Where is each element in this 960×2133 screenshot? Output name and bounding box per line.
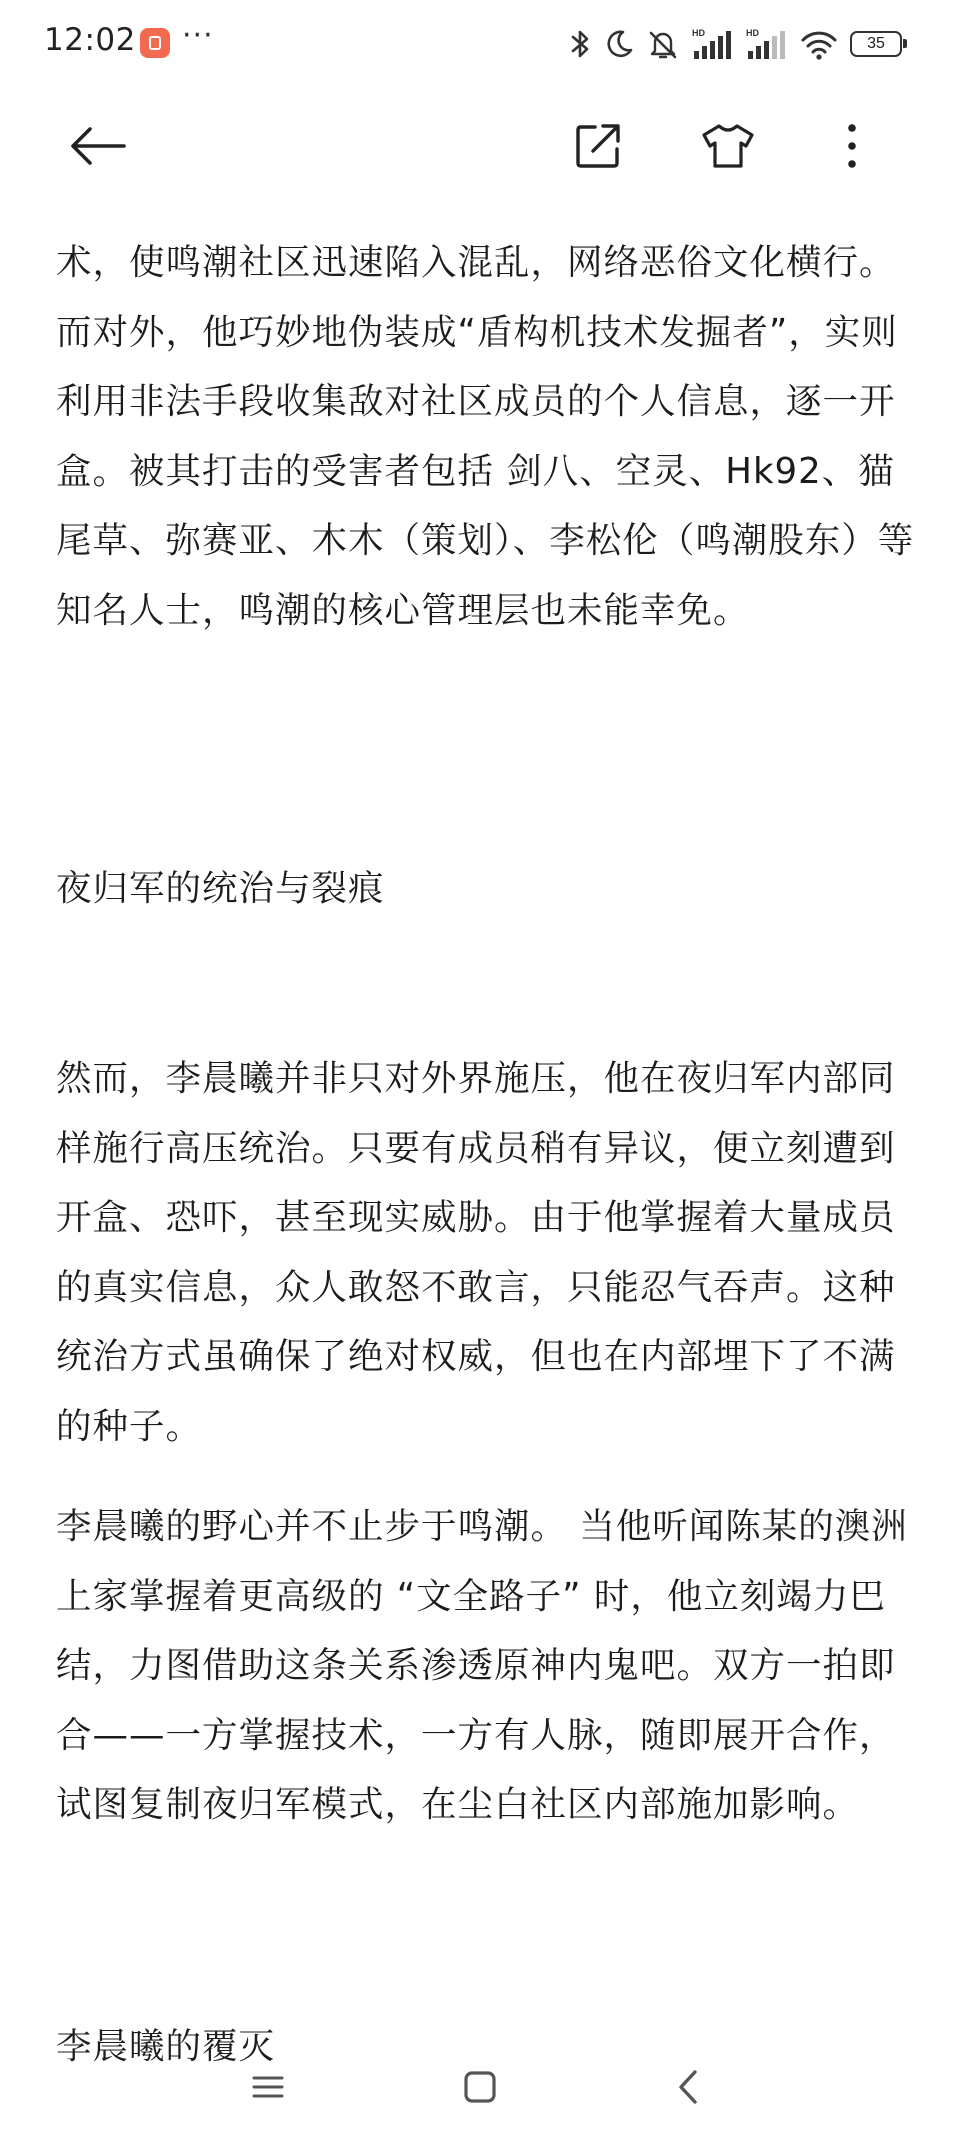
more-options-button[interactable] [812,106,892,186]
app-notification-icon [140,28,170,58]
hd-signal-icon [746,27,788,61]
recent-apps-button[interactable] [208,2040,328,2133]
system-back-button[interactable] [628,2040,748,2133]
theme-shirt-icon [701,122,755,170]
section-heading: 夜归军的统治与裂痕 [56,868,385,909]
more-icon [846,122,858,170]
do-not-disturb-moon-icon [604,28,634,60]
bluetooth-icon [570,28,592,60]
article-paragraph: 术，使鸣潮社区迅速陷入混乱，网络恶俗文化横行。而对外，他巧妙地伪装成“盾构机技术发掘者”，实则利用非法手段收集敌对社区成员的个人信息，逐一开盒。被其打击的受害者包括 剑八、空灵、Hk92、猫尾草、弥赛亚、木木（策划）、李松伦（鸣潮股东）等知名人士，鸣潮的核心管理层也未能幸免。 [56,242,915,631]
back-button[interactable] [58,106,138,186]
article-paragraph: 李晨曦的野心并不止步于鸣潮。 当他听闻陈某的澳洲上家掌握着更高级的 “文全路子” 时，他立刻竭力巴结，力图借助这条关系渗透原神内鬼吧。双方一拍即合——一方掌握技术，一方有人脉，随即展开合作，试图复制夜归军模式，在尘白社区内部施加影响。 [56,1506,908,1825]
menu-lines-icon [248,2072,288,2102]
share-icon [573,121,623,171]
section-heading: 李晨曦的覆灭 [56,2026,276,2067]
back-arrow-icon [68,124,128,168]
muted-bell-icon [646,27,680,61]
wifi-icon [800,28,838,60]
status-bar [0,0,960,86]
home-square-icon [462,2069,498,2105]
article-paragraph: 然而，李晨曦并非只对外界施压，他在夜归军内部同样施行高压统治。只要有成员稍有异议，便立刻遭到开盒、恐吓，甚至现实威胁。由于他掌握着大量成员的真实信息，众人敢怒不敢言，只能忍气吞声。这种统治方式虽确保了绝对权威，但也在内部埋下了不满的种子。 [56,1058,896,1447]
svg-text:HD: HD [746,28,759,38]
svg-text:HD: HD [692,28,705,38]
hd-signal-icon [692,27,734,61]
battery-icon: 35 [850,31,902,57]
home-button[interactable] [420,2040,540,2133]
system-navigation-bar [0,2040,960,2133]
reader-toolbar [0,96,960,196]
share-button[interactable] [558,106,638,186]
status-icons [570,24,902,64]
theme-button[interactable] [688,106,768,186]
more-notifications-icon: ··· [182,18,214,53]
status-time: 12:02 [44,22,136,58]
chevron-left-icon [673,2067,703,2107]
